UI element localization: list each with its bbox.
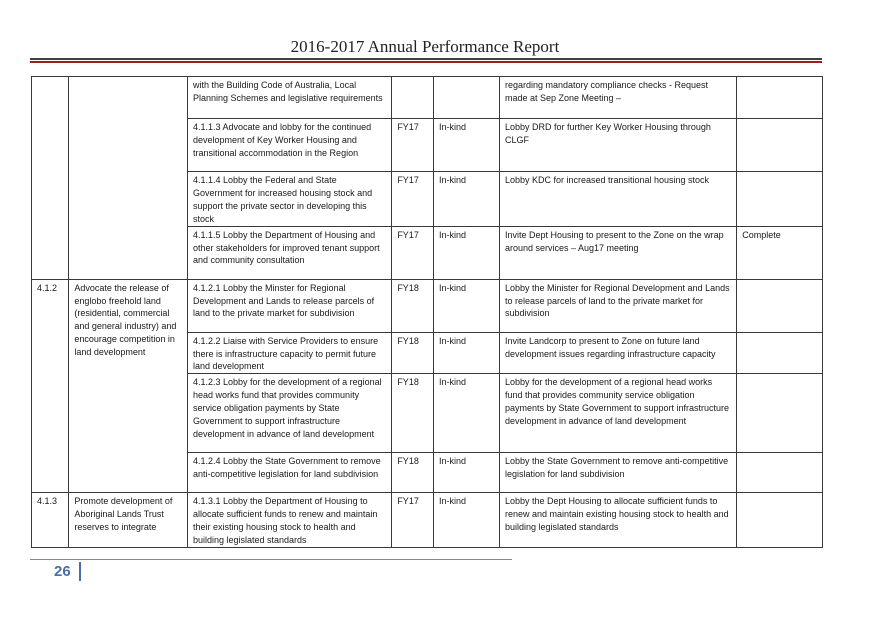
task-cell: 4.1.2.1 Lobby the Minster for Regional Development and Lands to release parcels of land to the private market for subdivision: [187, 279, 391, 332]
action-cell: regarding mandatory compliance checks - Request made at Sep Zone Meeting –: [499, 77, 736, 119]
page-number-bar: [79, 562, 81, 581]
task-cell: 4.1.1.3 Advocate and lobby for the continued development of Key Worker Housing and transitional accommodation in the Region: [187, 119, 391, 172]
task-cell: 4.1.2.4 Lobby the State Government to remove anti-competitive legislation for land subdivision: [187, 453, 391, 493]
year-cell: FY17: [392, 172, 434, 227]
resource-cell: In-kind: [434, 279, 500, 332]
objective-text-cell: [69, 77, 188, 280]
page-number: 26: [54, 563, 71, 580]
status-cell: [737, 374, 823, 453]
objective-code-cell: 4.1.3: [32, 493, 69, 548]
action-cell: Lobby the Minister for Regional Development and Lands to release parcels of land to the private market for subdivision: [499, 279, 736, 332]
status-cell: [737, 77, 823, 119]
year-cell: FY17: [392, 493, 434, 548]
status-cell: Complete: [737, 226, 823, 279]
action-cell: Invite Landcorp to present to Zone on future land development issues regarding infrastructure capacity: [499, 332, 736, 374]
action-cell: Lobby KDC for increased transitional housing stock: [499, 172, 736, 227]
footer-rule: [30, 559, 512, 560]
action-cell: Invite Dept Housing to present to the Zone on the wrap around services – Aug17 meeting: [499, 226, 736, 279]
year-cell: FY17: [392, 226, 434, 279]
action-cell: Lobby DRD for further Key Worker Housing through CLGF: [499, 119, 736, 172]
resource-cell: In-kind: [434, 119, 500, 172]
objective-text-cell: Advocate the release of englobo freehold land (residential, commercial and general industry) and encourage competition in land development: [69, 279, 188, 493]
performance-table: [31, 76, 823, 548]
task-cell: 4.1.2.3 Lobby for the development of a regional head works fund that provides community service obligation payments by State Government to support infrastructure development in advance of land development: [187, 374, 391, 453]
year-cell: FY17: [392, 119, 434, 172]
resource-cell: In-kind: [434, 172, 500, 227]
resource-cell: In-kind: [434, 374, 500, 453]
year-cell: FY18: [392, 279, 434, 332]
resource-cell: In-kind: [434, 453, 500, 493]
status-cell: [737, 493, 823, 548]
status-cell: [737, 279, 823, 332]
action-cell: Lobby the State Government to remove anti-competitive legislation for land subdivision: [499, 453, 736, 493]
table-row: [32, 279, 823, 332]
page-title: 2016-2017 Annual Performance Report: [290, 37, 560, 56]
year-cell: FY18: [392, 453, 434, 493]
objective-code-cell: 4.1.2: [32, 279, 69, 493]
status-cell: [737, 119, 823, 172]
header-accent-rule: [30, 61, 822, 63]
status-cell: [737, 332, 823, 374]
task-cell: 4.1.3.1 Lobby the Department of Housing to allocate sufficient funds to renew and maintain their existing housing stock to health and building legislated standards: [187, 493, 391, 548]
table-row: [32, 77, 823, 119]
task-cell: 4.1.1.5 Lobby the Department of Housing and other stakeholders for improved tenant support and community consultation: [187, 226, 391, 279]
resource-cell: [434, 77, 500, 119]
task-cell: with the Building Code of Australia, Local Planning Schemes and legislative requirements: [187, 77, 391, 119]
year-cell: FY18: [392, 332, 434, 374]
year-cell: FY18: [392, 374, 434, 453]
task-cell: 4.1.2.2 Liaise with Service Providers to ensure there is infrastructure capacity to permit future land development: [187, 332, 391, 374]
action-cell: Lobby for the development of a regional head works fund that provides community service obligation payments by State Government to support infrastructure development in advance of land development: [499, 374, 736, 453]
resource-cell: In-kind: [434, 493, 500, 548]
status-cell: [737, 453, 823, 493]
task-cell: 4.1.1.4 Lobby the Federal and State Government for increased housing stock and support the private sector in developing this stock: [187, 172, 391, 227]
year-cell: [392, 77, 434, 119]
header-rule: [30, 58, 822, 60]
resource-cell: In-kind: [434, 332, 500, 374]
action-cell: Lobby the Dept Housing to allocate sufficient funds to renew and maintain existing housing stock to health and building legislated standards: [499, 493, 736, 548]
objective-text-cell: Promote development of Aboriginal Lands Trust reserves to integrate: [69, 493, 188, 548]
resource-cell: In-kind: [434, 226, 500, 279]
table-row: [32, 493, 823, 548]
status-cell: [737, 172, 823, 227]
objective-code-cell: [32, 77, 69, 280]
